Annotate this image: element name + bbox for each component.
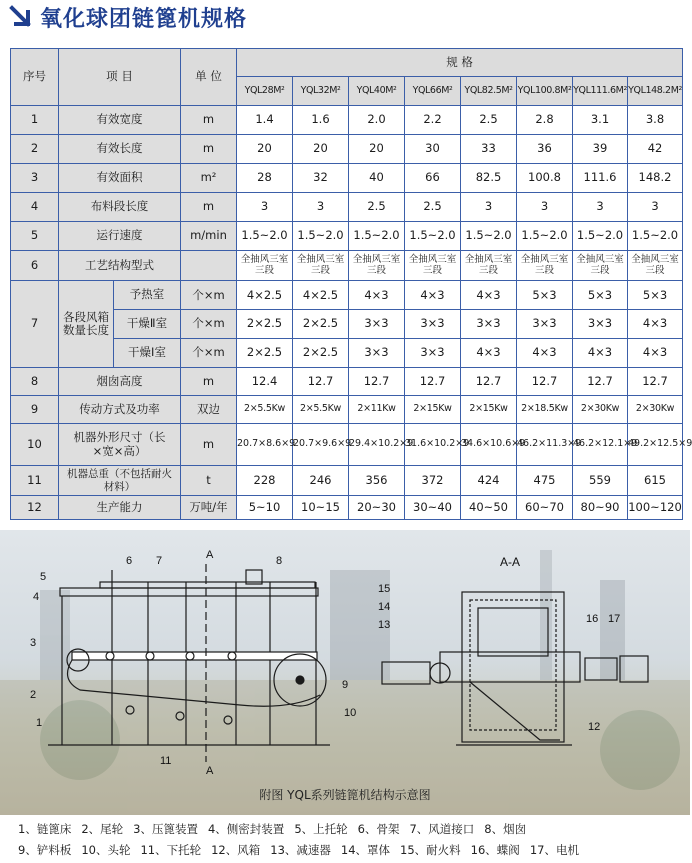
cell-value: 1.5~2.0 (628, 222, 683, 251)
cell-value: 60~70 (517, 496, 573, 520)
cell-value: 12.7 (573, 368, 628, 396)
model-header: YQL82.5M² (461, 77, 517, 106)
header-item: 项 目 (59, 49, 181, 106)
row-unit: m (181, 368, 237, 396)
row-item: 有效长度 (59, 135, 181, 164)
page-header (8, 0, 247, 34)
cell-value: 2×30Kw (573, 396, 628, 424)
cell-value: 12.7 (293, 368, 349, 396)
cell-value: 246 (293, 466, 349, 496)
row-unit: m (181, 135, 237, 164)
model-header: YQL40M² (349, 77, 405, 106)
legend-row (18, 839, 688, 860)
row-item: 生产能力 (59, 496, 181, 520)
row-group-label: 各段风箱数量长度 (59, 281, 114, 367)
cell-value: 3 (628, 193, 683, 222)
cell-value: 46.2×12.1×9 (573, 424, 628, 466)
cell-value: 1.6 (293, 106, 349, 135)
cell-value: 372 (405, 466, 461, 496)
cell-value: 3×3 (405, 338, 461, 367)
cell-value: 2.0 (349, 106, 405, 135)
part-label: 11 (160, 755, 172, 767)
row-item: 机器总重（不包括耐火材料） (59, 466, 181, 496)
legend-item: 5、上托轮 (294, 821, 348, 836)
cell-value: 30 (405, 135, 461, 164)
row-unit: 双边 (181, 396, 237, 424)
cell-value: 12.7 (405, 368, 461, 396)
cell-value: 3×3 (461, 310, 517, 338)
legend-item: 8、烟囱 (484, 821, 527, 836)
cell-value: 148.2 (628, 164, 683, 193)
cell-value: 424 (461, 466, 517, 496)
part-label: 14 (378, 601, 391, 613)
cell-value: 4×2.5 (237, 281, 293, 310)
legend-item: 1、链篦床 (18, 821, 72, 836)
row-unit: m (181, 193, 237, 222)
cell-value: 356 (349, 466, 405, 496)
legend-item: 16、蝶阀 (470, 842, 520, 857)
cell-value: 82.5 (461, 164, 517, 193)
cell-value: 33 (461, 135, 517, 164)
row-index: 6 (11, 251, 59, 281)
cell-value: 3 (237, 193, 293, 222)
row-index: 12 (11, 496, 59, 520)
cell-value: 228 (237, 466, 293, 496)
row-unit: 万吨/年 (181, 496, 237, 520)
legend-item: 4、侧密封装置 (207, 821, 285, 836)
row-item: 工艺结构型式 (59, 251, 181, 281)
cell-value: 20.7×8.6×9 (237, 424, 293, 466)
model-header: YQL28M² (237, 77, 293, 106)
cell-value: 2×15Kw (461, 396, 517, 424)
cell-value: 4×3 (461, 338, 517, 367)
cell-value: 100.8 (517, 164, 573, 193)
cell-value: 12.7 (461, 368, 517, 396)
cell-value: 4×3 (349, 281, 405, 310)
row-unit: 个×m (181, 338, 237, 367)
cell-value: 全抽风三室三段 (628, 251, 683, 281)
table-row (11, 164, 683, 193)
row-unit: m (181, 106, 237, 135)
cell-value: 66 (405, 164, 461, 193)
cell-value: 1.4 (237, 106, 293, 135)
row-index: 4 (11, 193, 59, 222)
cell-value: 39 (573, 135, 628, 164)
cell-value: 40~50 (461, 496, 517, 520)
sub-item: 干燥Ⅱ室 (114, 310, 180, 339)
table-row (11, 396, 683, 424)
part-label: 9 (342, 679, 349, 691)
cell-value: 80~90 (573, 496, 628, 520)
legend-item: 15、耐火料 (400, 842, 461, 857)
row-index: 5 (11, 222, 59, 251)
part-label: 12 (588, 721, 601, 733)
part-label: 3 (30, 637, 37, 649)
legend-item: 17、电机 (529, 842, 579, 857)
row-item: 传动方式及功率 (59, 396, 181, 424)
cell-value: 2×2.5 (237, 310, 293, 338)
cell-value: 20~30 (349, 496, 405, 520)
row-item: 机器外形尺寸（长×宽×高） (59, 424, 181, 466)
table-row (11, 251, 683, 281)
part-label: 4 (33, 591, 40, 603)
cell-value: 32 (293, 164, 349, 193)
table-row (11, 368, 683, 396)
cell-value: 3 (461, 193, 517, 222)
page-title: 氧化球团链篦机规格 (40, 6, 248, 32)
part-label: 16 (586, 613, 599, 625)
model-header: YQL66M² (405, 77, 461, 106)
sub-item: 干燥Ⅰ室 (128, 345, 166, 360)
table-row (11, 496, 683, 520)
table-row (11, 281, 683, 310)
model-header: YQL100.8M² (517, 77, 573, 106)
cell-value: 2×11Kw (349, 396, 405, 424)
part-label: 2 (30, 689, 37, 701)
cell-value: 100~120 (628, 496, 683, 520)
cell-value: 46.2×11.3×9 (517, 424, 573, 466)
cell-value: 12.4 (237, 368, 293, 396)
cell-value: 111.6 (573, 164, 628, 193)
cell-value: 2×30Kw (628, 396, 683, 424)
cell-value: 5×3 (628, 281, 683, 310)
cell-value: 20 (237, 135, 293, 164)
row-index: 8 (11, 368, 59, 396)
legend-item: 10、头轮 (81, 842, 131, 857)
legend-item: 3、压篦装置 (133, 821, 198, 836)
part-label: 10 (344, 707, 357, 719)
row-index: 3 (11, 164, 59, 193)
cell-value: 1.5~2.0 (293, 222, 349, 251)
cell-value: 34.6×10.6×9 (461, 424, 517, 466)
cell-value: 3×3 (517, 310, 573, 338)
row-item: 布料段长度 (59, 193, 181, 222)
cell-value: 1.5~2.0 (573, 222, 628, 251)
row-index: 10 (11, 424, 59, 466)
header-index: 序号 (11, 49, 59, 106)
cell-value: 20 (293, 135, 349, 164)
cell-value: 31.6×10.2×9 (405, 424, 461, 466)
part-label: 17 (608, 613, 621, 625)
table-row (11, 222, 683, 251)
model-header: YQL32M² (293, 77, 349, 106)
part-label: 6 (126, 555, 133, 567)
legend-item: 6、骨架 (357, 821, 400, 836)
cell-value: 49.2×12.5×9 (628, 424, 683, 466)
table-row (11, 466, 683, 496)
model-header: YQL148.2M² (628, 77, 683, 106)
cell-value: 3.8 (628, 106, 683, 135)
row-unit: m/min (181, 222, 237, 251)
table-row (11, 106, 683, 135)
diagram-caption: 附图 YQL系列链篦机结构示意图 (259, 788, 431, 802)
cell-value: 5~10 (237, 496, 293, 520)
cell-value: 12.7 (628, 368, 683, 396)
cut-mark-bottom: A (206, 765, 214, 777)
table-row (11, 135, 683, 164)
cell-value: 1.5~2.0 (237, 222, 293, 251)
legend-item: 11、下托轮 (140, 842, 202, 857)
cell-value: 4×3 (573, 338, 628, 367)
cell-value: 40 (349, 164, 405, 193)
cell-value: 10~15 (293, 496, 349, 520)
cell-value: 1.5~2.0 (349, 222, 405, 251)
cell-value: 全抽风三室三段 (237, 251, 293, 281)
part-label: 13 (378, 619, 391, 631)
part-label: 5 (40, 571, 47, 583)
spec-table (10, 48, 692, 520)
cell-value: 全抽风三室三段 (461, 251, 517, 281)
cell-value: 3×3 (349, 310, 405, 338)
part-label: 1 (36, 717, 43, 729)
table-row (11, 424, 683, 466)
row-item: 有效宽度 (59, 106, 181, 135)
cell-value: 3 (573, 193, 628, 222)
cell-value: 3 (293, 193, 349, 222)
cell-value: 615 (628, 466, 683, 496)
cell-value: 2×5.5Kw (237, 396, 293, 424)
legend-row (18, 818, 688, 839)
cell-value: 20 (349, 135, 405, 164)
row-item: 烟囱高度 (59, 368, 181, 396)
cell-value: 全抽风三室三段 (349, 251, 405, 281)
cell-value: 2×2.5 (293, 338, 349, 367)
cell-value: 2×18.5Kw (517, 396, 573, 424)
part-label: 15 (378, 583, 391, 595)
section-label: A-A (500, 555, 521, 569)
cell-value: 3.1 (573, 106, 628, 135)
legend-item: 9、铲料板 (18, 842, 72, 857)
cell-value: 1.5~2.0 (517, 222, 573, 251)
part-label: 8 (276, 555, 283, 567)
cell-value: 4×2.5 (293, 281, 349, 310)
model-header: YQL111.6M² (573, 77, 628, 106)
cell-value: 全抽风三室三段 (293, 251, 349, 281)
cell-value: 2.5 (405, 193, 461, 222)
arrow-down-right-icon (8, 4, 34, 30)
cell-value: 2×2.5 (237, 338, 293, 367)
cell-value: 559 (573, 466, 628, 496)
cell-value: 42 (628, 135, 683, 164)
table-row (11, 193, 683, 222)
cell-value: 4×3 (461, 281, 517, 310)
cell-value: 475 (517, 466, 573, 496)
cell-value: 4×3 (517, 338, 573, 367)
cell-value: 29.4×10.2×9 (349, 424, 405, 466)
cell-value: 5×3 (517, 281, 573, 310)
cell-value: 全抽风三室三段 (405, 251, 461, 281)
cell-value: 2×15Kw (405, 396, 461, 424)
row-unit (181, 251, 237, 281)
cell-value: 2×5.5Kw (293, 396, 349, 424)
cell-value: 3 (517, 193, 573, 222)
header-unit: 单 位 (181, 49, 237, 106)
cell-value: 20.7×9.6×9 (293, 424, 349, 466)
cut-mark-top: A (206, 549, 214, 561)
row-unit: m (181, 424, 237, 466)
cell-value: 30~40 (405, 496, 461, 520)
row-unit: 个×m (181, 310, 237, 338)
row-item: 运行速度 (59, 222, 181, 251)
cell-value: 36 (517, 135, 573, 164)
row-unit: m² (181, 164, 237, 193)
cell-value: 1.5~2.0 (461, 222, 517, 251)
row-index: 7 (11, 281, 59, 368)
legend-item: 13、减速器 (270, 842, 331, 857)
cell-value: 3×3 (349, 338, 405, 367)
structure-diagram (0, 530, 690, 815)
row-unit: 个×m (181, 281, 237, 310)
row-unit: t (181, 466, 237, 496)
cell-value: 2.5 (349, 193, 405, 222)
cell-value: 12.7 (349, 368, 405, 396)
row-index: 1 (11, 106, 59, 135)
part-label: 7 (156, 555, 163, 567)
parts-legend (18, 818, 688, 860)
spec-table-panel (10, 48, 692, 524)
header-spec: 规 格 (237, 49, 683, 77)
diagram-drawing (0, 530, 690, 815)
cell-value: 4×3 (628, 310, 683, 338)
row-group-cell (59, 281, 181, 368)
cell-value: 4×3 (405, 281, 461, 310)
cell-value: 12.7 (517, 368, 573, 396)
sub-item: 予热室 (114, 281, 180, 310)
row-index: 11 (11, 466, 59, 496)
cell-value: 全抽风三室三段 (517, 251, 573, 281)
legend-item: 12、风箱 (211, 842, 261, 857)
cell-value: 4×3 (628, 338, 683, 367)
cell-value: 3×3 (573, 310, 628, 338)
legend-item: 7、风道接口 (409, 821, 475, 836)
row-item: 有效面积 (59, 164, 181, 193)
cell-value: 3×3 (405, 310, 461, 338)
legend-item: 2、尾轮 (81, 821, 124, 836)
cell-value: 28 (237, 164, 293, 193)
cell-value: 5×3 (573, 281, 628, 310)
cell-value: 2×2.5 (293, 310, 349, 338)
legend-item: 14、罩体 (340, 842, 391, 857)
cell-value: 全抽风三室三段 (573, 251, 628, 281)
cell-value: 1.5~2.0 (405, 222, 461, 251)
cell-value: 2.8 (517, 106, 573, 135)
cell-value: 2.2 (405, 106, 461, 135)
cell-value: 2.5 (461, 106, 517, 135)
row-index: 2 (11, 135, 59, 164)
row-index: 9 (11, 396, 59, 424)
